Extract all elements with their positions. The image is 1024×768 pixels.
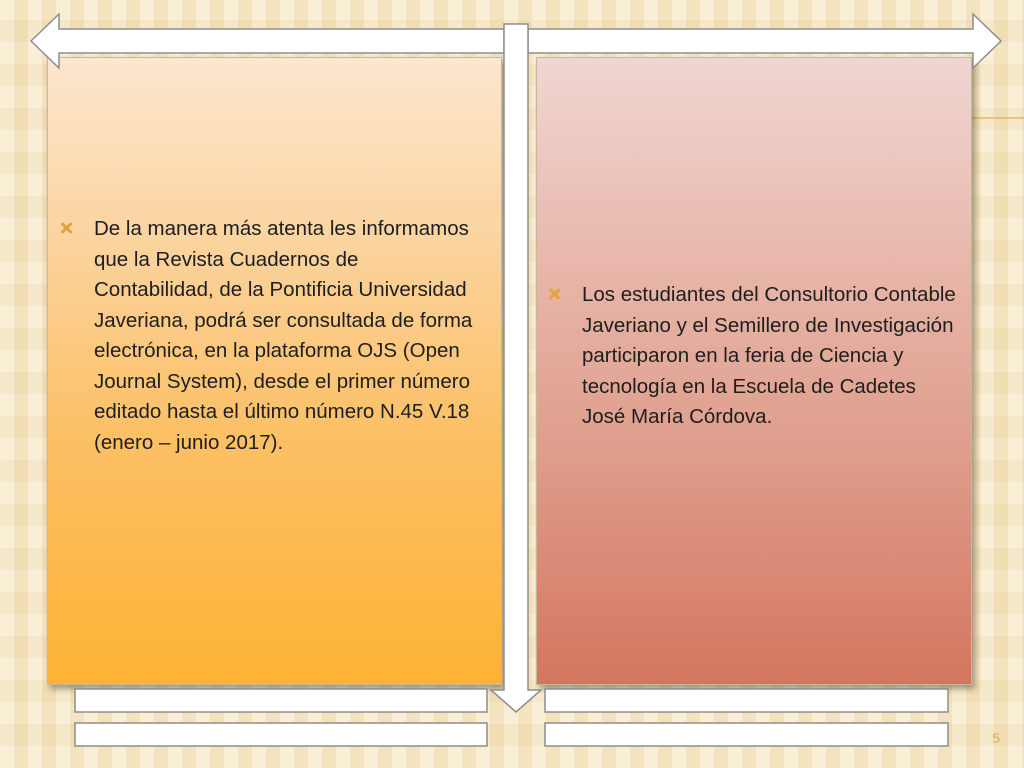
right-arrow-icon	[528, 14, 1001, 68]
left-bullet-item	[60, 214, 480, 458]
bottom-bar-left-2	[75, 723, 487, 746]
right-bullet-text: Los estudiantes del Consultorio Contable Javeriano y el Semillero de Investigación participaron en la feria de Ciencia y tecnología en la Escuela de Cadetes José María Córdova.	[582, 283, 956, 428]
slide-page-number: 5	[992, 730, 1000, 746]
bottom-bar-right-2	[545, 723, 948, 746]
right-bullet-item	[548, 280, 958, 433]
x-mark-bullet-icon	[60, 222, 72, 234]
left-arrow-icon	[31, 14, 504, 68]
bottom-bar-right-1	[545, 689, 948, 712]
down-arrow-icon	[491, 24, 541, 712]
bottom-bar-left-1	[75, 689, 487, 712]
left-bullet-text: De la manera más atenta les informamos que la Revista Cuadernos de Contabilidad, de la Pontificia Universidad Javeriana, podrá ser consultada de forma electrónica, en la plataforma OJS (Open Journal System), desde el primer número editado hasta el último número N.45 V.18 (enero – junio 2017).	[94, 217, 473, 454]
x-mark-bullet-icon	[548, 288, 560, 300]
